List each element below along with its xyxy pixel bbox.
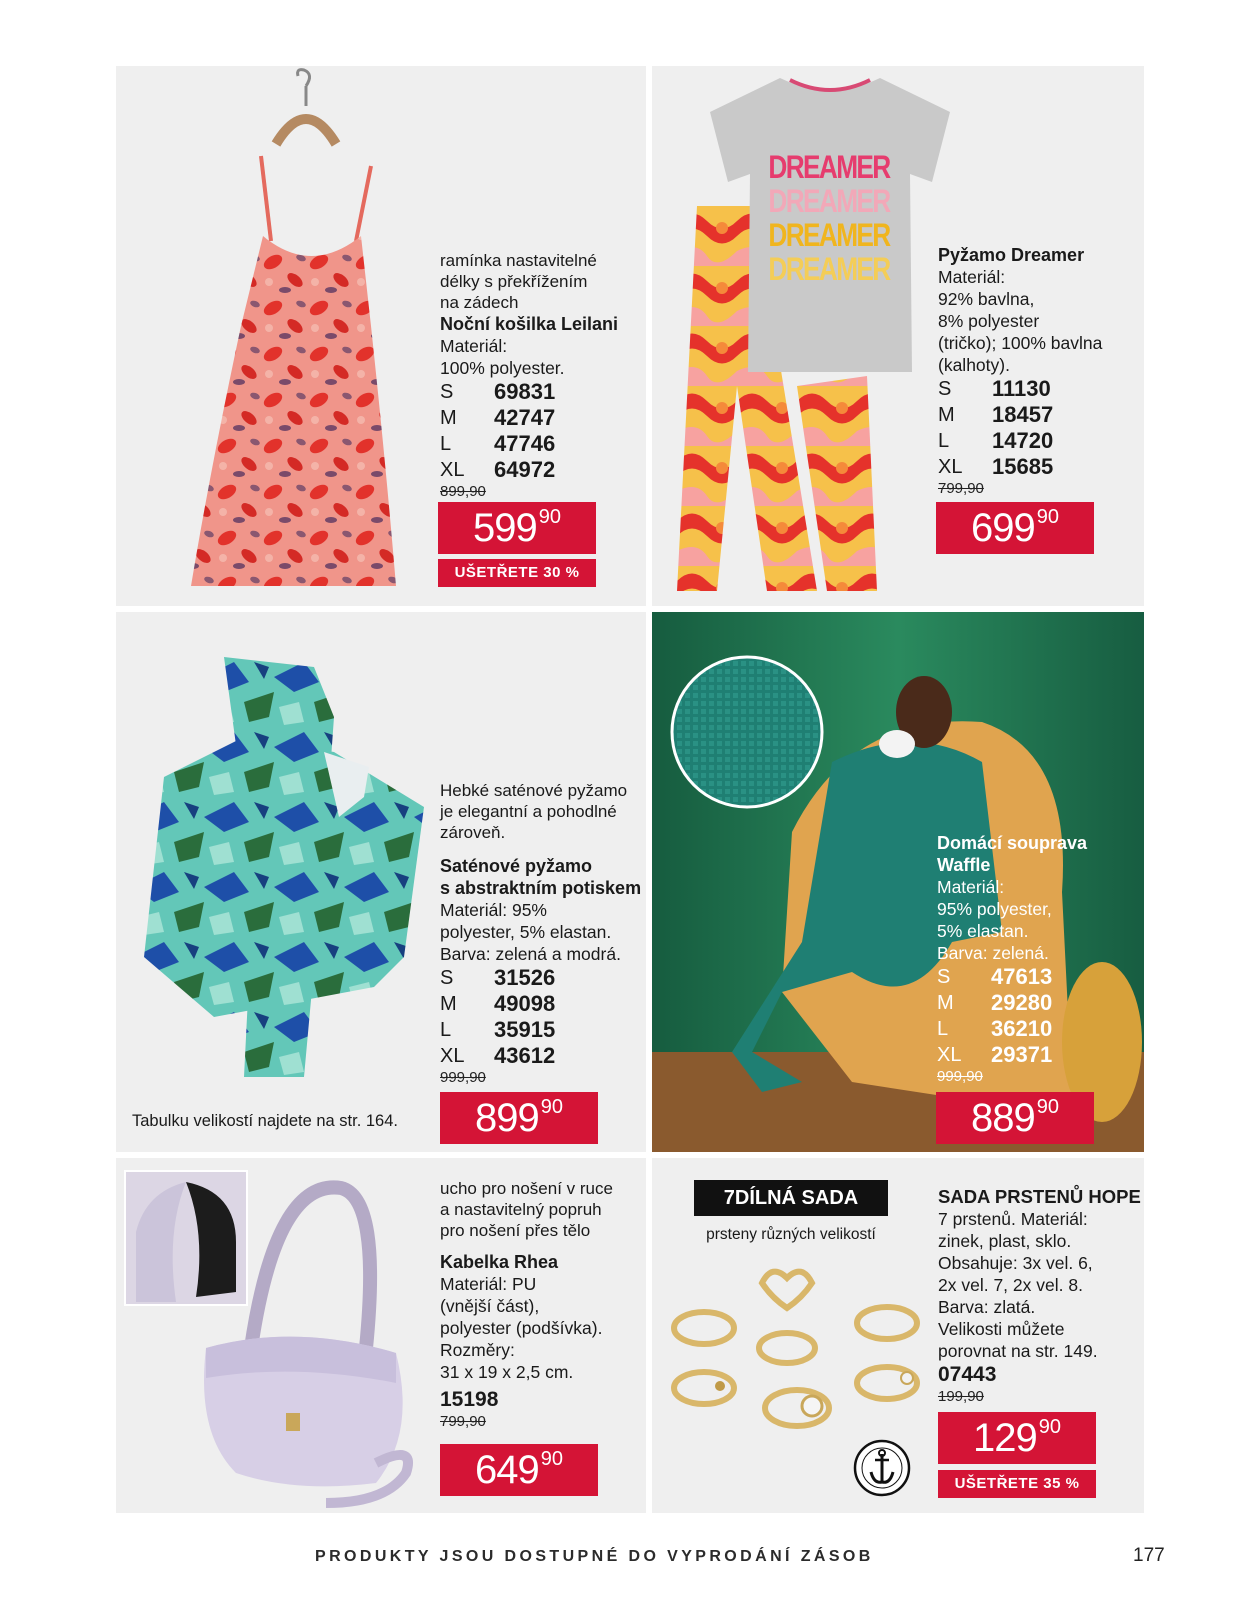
- availability-footer: PRODUKTY JSOU DOSTUPNÉ DO VYPRODÁNÍ ZÁSOB: [315, 1548, 874, 1565]
- product-code: 15685: [992, 454, 1054, 479]
- dress-note-line: na zádech: [440, 293, 519, 312]
- bag-material-line: 31 x 19 x 2,5 cm.: [440, 1362, 574, 1382]
- product-code: 43612: [494, 1043, 556, 1068]
- size-label: XL: [440, 1045, 465, 1067]
- size-label: S: [938, 378, 952, 400]
- satin-title-line: s abstraktním potiskem: [440, 878, 642, 898]
- ring-icon: [857, 1307, 917, 1339]
- tshirt-print-word: DREAMER: [768, 149, 890, 185]
- product-code: 11130: [992, 376, 1051, 401]
- dreamer-description: [938, 244, 1102, 498]
- product-code: 69831: [494, 379, 556, 404]
- product-code: 47613: [991, 964, 1053, 989]
- ring-icon: [674, 1312, 734, 1344]
- waffle-material-line: 5% elastan.: [937, 921, 1029, 941]
- panel-dreamer: [652, 66, 1144, 606]
- rings-product-code: 07443: [938, 1363, 997, 1386]
- panel-bag: [116, 1158, 646, 1513]
- bag-material-line: Rozměry:: [440, 1340, 515, 1360]
- dress-title: Noční košilka Leilani: [440, 314, 619, 334]
- rings-material-line: zinek, plast, sklo.: [938, 1231, 1072, 1251]
- product-code: 14720: [992, 428, 1054, 453]
- satin-note-line: je elegantní a pohodlné: [440, 802, 617, 821]
- size-label: S: [937, 966, 951, 988]
- product-code: 64972: [494, 457, 556, 482]
- waffle-material-line: Barva: zelená.: [937, 943, 1049, 963]
- satin-size-table: [440, 965, 641, 1069]
- price-main: 599: [473, 506, 537, 550]
- bag-material-line: polyester (podšívka).: [440, 1318, 603, 1338]
- price-main: 129: [973, 1416, 1037, 1460]
- tshirt-print-word: DREAMER: [768, 251, 890, 287]
- waffle-size-table: [937, 964, 1087, 1068]
- dress-price-badge: [438, 502, 596, 554]
- size-label: S: [440, 381, 454, 403]
- satin-old-price: 999,90: [440, 1069, 486, 1086]
- satin-description: [440, 780, 641, 1087]
- waffle-title-line: Domácí souprava: [937, 833, 1088, 853]
- size-label: M: [440, 407, 457, 429]
- rings-material-line: Barva: zlatá.: [938, 1297, 1036, 1317]
- rings-title: SADA PRSTENŮ HOPE: [938, 1186, 1141, 1207]
- product-code: 29280: [991, 990, 1053, 1015]
- dress-material-line: 100% polyester.: [440, 358, 565, 378]
- panel-rings: [652, 1158, 1144, 1513]
- bag-price-badge: [440, 1444, 598, 1496]
- bag-note-line: pro nošení přes tělo: [440, 1221, 591, 1240]
- satin-note-line: Hebké saténové pyžamo: [440, 781, 628, 800]
- tshirt-print-word: DREAMER: [768, 217, 890, 253]
- dress-note-line: délky s překřížením: [440, 272, 588, 291]
- price-cents: 90: [1038, 1416, 1061, 1438]
- rings-material-line: 2x vel. 7, 2x vel. 8.: [938, 1275, 1083, 1295]
- price-cents: 90: [538, 506, 561, 528]
- satin-pajama-image: [134, 657, 439, 1077]
- product-code: 18457: [992, 402, 1054, 427]
- size-label: L: [937, 1018, 949, 1040]
- satin-note-line: zároveň.: [440, 823, 506, 842]
- bag-title: Kabelka Rhea: [440, 1252, 559, 1272]
- rings-material-line: Velikosti můžete: [938, 1319, 1065, 1339]
- dreamer-title: Pyžamo Dreamer: [938, 245, 1085, 265]
- dress-image: [171, 66, 421, 606]
- price-cents: 90: [540, 1096, 563, 1118]
- panel-dress: [116, 66, 646, 606]
- size-label: L: [440, 433, 452, 455]
- size-chart-note: Tabulku velikostí najdete na str. 164.: [132, 1112, 398, 1130]
- waffle-material-line: Materiál:: [937, 877, 1005, 897]
- product-code: 49098: [494, 991, 556, 1016]
- dress-material-line: Materiál:: [440, 336, 508, 356]
- rings-save-badge: UŠETŘETE 35 %: [938, 1470, 1096, 1498]
- price-main: 899: [475, 1096, 539, 1140]
- ring-icon: [674, 1372, 734, 1404]
- heart-ring-icon: [762, 1272, 812, 1308]
- bag-material-line: Materiál: PU: [440, 1274, 537, 1294]
- dress-old-price: 899,90: [440, 483, 486, 500]
- price-cents: 90: [1036, 1096, 1059, 1118]
- dreamer-material-line: 92% bavlna,: [938, 289, 1035, 309]
- satin-material-line: Barva: zelená a modrá.: [440, 944, 621, 964]
- rings-material-line: 7 prstenů. Materiál:: [938, 1209, 1088, 1229]
- product-code: 47746: [494, 431, 556, 456]
- rings-subtitle: prsteny různých velikostí: [706, 1226, 876, 1243]
- anchor-seal-icon: [852, 1438, 912, 1498]
- bag-material-line: (vnější část),: [440, 1296, 540, 1316]
- satin-price-badge: [440, 1092, 598, 1144]
- rings-material-line: Obsahuje: 3x vel. 6,: [938, 1253, 1093, 1273]
- satin-title-line: Saténové pyžamo: [440, 856, 593, 876]
- size-label: L: [938, 430, 950, 452]
- dress-description: [440, 250, 618, 501]
- price-main: 649: [475, 1448, 539, 1492]
- tshirt-print-word: DREAMER: [768, 183, 890, 219]
- dress-size-table: [440, 379, 618, 483]
- price-main: 889: [971, 1096, 1035, 1140]
- panel-satin: [116, 612, 646, 1152]
- bag-note-line: a nastavitelný popruh: [440, 1200, 602, 1219]
- size-label: L: [440, 1019, 452, 1041]
- size-label: S: [440, 967, 454, 989]
- size-label: XL: [938, 456, 963, 478]
- product-code: 31526: [494, 965, 556, 990]
- waffle-title-line: Waffle: [937, 855, 991, 875]
- product-code: 29371: [991, 1042, 1053, 1067]
- dreamer-material-line: (kalhoty).: [938, 355, 1010, 375]
- rings-material-line: porovnat na str. 149.: [938, 1341, 1098, 1361]
- rings-price-badge: [938, 1412, 1096, 1464]
- dress-note-line: ramínka nastavitelné: [440, 251, 597, 270]
- price-cents: 90: [540, 1448, 563, 1470]
- page-number: 177: [1133, 1545, 1165, 1566]
- price-main: 699: [971, 506, 1035, 550]
- size-label: XL: [440, 459, 465, 481]
- size-label: XL: [937, 1044, 962, 1066]
- product-code: 36210: [991, 1016, 1053, 1041]
- rings-description: [938, 1186, 1141, 1406]
- satin-material-line: Materiál: 95%: [440, 900, 547, 920]
- ring-icon: [759, 1333, 815, 1363]
- size-label: M: [937, 992, 954, 1014]
- dress-save-badge: UŠETŘETE 30 %: [438, 559, 596, 587]
- bag-image: [166, 1173, 436, 1508]
- price-cents: 90: [1036, 506, 1059, 528]
- dreamer-material-line: 8% polyester: [938, 311, 1040, 331]
- set-badge: 7DÍLNÁ SADA: [694, 1180, 888, 1216]
- waffle-material-line: 95% polyester,: [937, 899, 1052, 919]
- size-label: M: [440, 993, 457, 1015]
- satin-material-line: polyester, 5% elastan.: [440, 922, 612, 942]
- product-code: 42747: [494, 405, 556, 430]
- bag-description: [440, 1178, 613, 1431]
- rings-old-price: 199,90: [938, 1388, 984, 1405]
- bag-product-code: 15198: [440, 1388, 499, 1411]
- dreamer-old-price: 799,90: [938, 480, 984, 497]
- dreamer-price-badge: [936, 502, 1094, 554]
- dreamer-material-line: (tričko); 100% bavlna: [938, 333, 1103, 353]
- size-label: M: [938, 404, 955, 426]
- waffle-old-price: 999,90: [937, 1068, 983, 1085]
- dreamer-size-table: [938, 376, 1102, 480]
- bag-old-price: 799,90: [440, 1413, 486, 1430]
- bag-note-line: ucho pro nošení v ruce: [440, 1179, 613, 1198]
- dreamer-material-line: Materiál:: [938, 267, 1006, 287]
- tshirt-print: [768, 150, 891, 286]
- panel-waffle: [652, 612, 1144, 1152]
- product-code: 35915: [494, 1017, 556, 1042]
- waffle-description: [937, 832, 1087, 1086]
- waffle-price-badge: [936, 1092, 1094, 1144]
